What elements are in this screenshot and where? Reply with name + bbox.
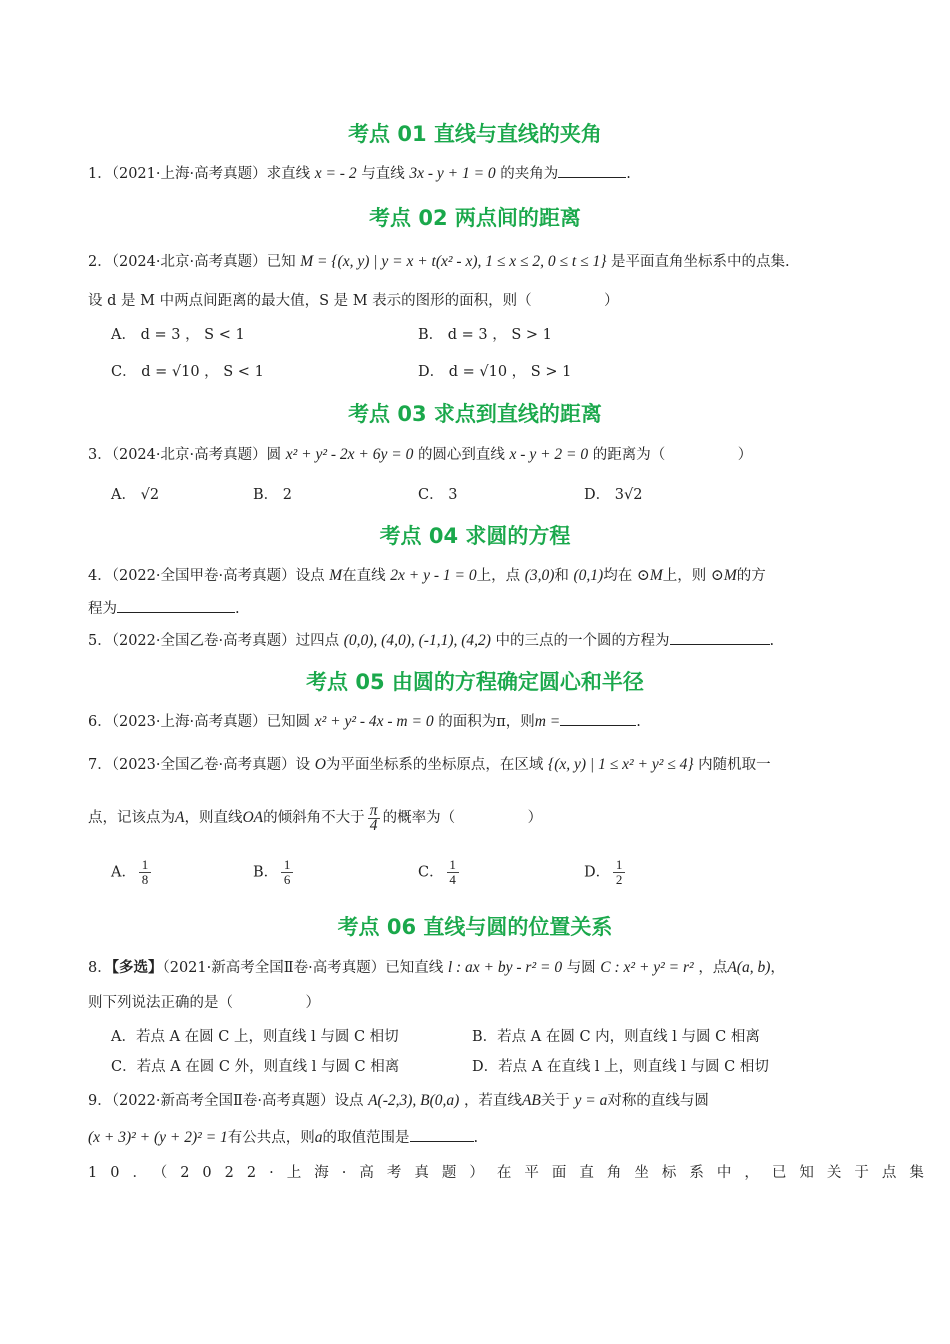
question-1: 1．（2021·上海·高考真题）求直线 x = - 2 与直线 3x - y + 1 = 0 的夹角为 . xyxy=(88,165,631,182)
math-expr: 3x - y + 1 = 0 xyxy=(409,165,496,182)
option-d[interactable]: D． 3√2 xyxy=(584,487,643,503)
math-expr: l : ax + by - r² = 0 xyxy=(447,959,563,976)
question-6: 6．（2023·上海·高考真题）已知圆 x² + y² - 4x - m = 0 的面积为π，则m = . xyxy=(88,713,641,730)
question-2: 2．（2024·北京·高考真题）已知 M = {(x, y) | y = x + t(x² - x), 1 ≤ x ≤ 2, 0 ≤ t ≤ 1} 是平面直角坐标系中的点集. xyxy=(88,253,790,270)
option-a[interactable]: A． $\frac{1}{8}$ xyxy=(111,858,154,887)
option-d[interactable]: D．若点 A 在直线 l 上，则直线 l 与圆 C 相切 xyxy=(472,1059,769,1075)
section-title-05: 考点 05 由圆的方程确定圆心和半径 xyxy=(306,670,644,694)
section-title-02: 考点 02 两点间的距离 xyxy=(369,206,581,230)
answer-blank[interactable] xyxy=(117,598,235,613)
math-expr: x² + y² - 4x - m = 0 xyxy=(314,713,434,730)
fraction: $\frac{\pi}{4}$ xyxy=(368,804,380,833)
question-4: 4．（2022·全国甲卷·高考真题）设点 M在直线 2x + y - 1 = 0上，点 (3,0)和 (0,1)均在 ⊙M上，则 ⊙M的方 xyxy=(88,567,766,584)
option-c[interactable]: C． 3 xyxy=(418,487,458,503)
answer-blank[interactable] xyxy=(410,1127,474,1142)
answer-blank[interactable] xyxy=(670,630,770,645)
math-expr: x = - 2 xyxy=(314,165,357,182)
option-c[interactable]: C． d = √10 ， S < 1 xyxy=(111,364,264,380)
section-title-03: 考点 03 求点到直线的距离 xyxy=(348,402,602,426)
section-title-04: 考点 04 求圆的方程 xyxy=(379,524,571,548)
math-expr: {(x, y) | 1 ≤ x² + y² ≤ 4} xyxy=(548,756,694,773)
math-expr: (x + 3)² + (y + 2)² = 1 xyxy=(88,1129,228,1146)
option-b[interactable]: B． d = 3 ， S > 1 xyxy=(418,327,552,343)
option-b[interactable]: B． 2 xyxy=(253,487,292,503)
math-expr: x - y + 2 = 0 xyxy=(509,446,589,463)
question-5: 5．（2022·全国乙卷·高考真题）过四点 (0,0), (4,0), (-1,1), (4,2) 中的三点的一个圆的方程为 . xyxy=(88,632,775,649)
math-expr: C : x² + y² = r² xyxy=(600,959,694,976)
math-expr: (0,0), (4,0), (-1,1), (4,2) xyxy=(343,632,491,649)
question-8-line-2: 则下列说法正确的是（ ） xyxy=(88,995,320,1011)
option-b[interactable]: B． $\frac{1}{6}$ xyxy=(253,858,296,887)
option-a[interactable]: A．若点 A 在圆 C 上，则直线 l 与圆 C 相切 xyxy=(111,1029,399,1045)
option-c[interactable]: C． $\frac{1}{4}$ xyxy=(418,858,462,887)
answer-blank[interactable] xyxy=(558,163,626,178)
section-title-01: 考点 01 直线与直线的夹角 xyxy=(348,122,602,146)
math-expr: A(-2,3), B(0,a) xyxy=(368,1092,460,1109)
question-7-line-2: 点，记该点为A，则直线OA的倾斜角不大于 $\frac{\pi}{4}$ 的概率为（ ） xyxy=(88,801,543,834)
question-4-line-2: 程为 . xyxy=(88,598,240,620)
option-d[interactable]: D． d = √10 ， S > 1 xyxy=(418,364,572,380)
option-c[interactable]: C．若点 A 在圆 C 外，则直线 l 与圆 C 相离 xyxy=(111,1059,400,1075)
question-7: 7．（2023·全国乙卷·高考真题）设 O为平面坐标系的坐标原点，在区域 {(x, y) | 1 ≤ x² + y² ≤ 4} 内随机取一 xyxy=(88,756,771,773)
math-expr: M = {(x, y) | y = x + t(x² - x), 1 ≤ x ≤ 2, 0 ≤ t ≤ 1} xyxy=(300,253,607,270)
question-8: 8．【多选】（2021·新高考全国Ⅱ卷·高考真题）已知直线 l : ax + by - r² = 0 与圆 C : x² + y² = r² ，点A(a, b)， xyxy=(88,959,785,976)
section-title-06: 考点 06 直线与圆的位置关系 xyxy=(337,915,613,939)
option-d[interactable]: D． $\frac{1}{2}$ xyxy=(584,858,628,887)
option-b[interactable]: B．若点 A 在圆 C 内，则直线 l 与圆 C 相离 xyxy=(472,1029,760,1045)
math-expr: x² + y² - 2x + 6y = 0 xyxy=(285,446,414,463)
option-a[interactable]: A． √2 xyxy=(111,487,160,503)
question-2-line-2: 设 d 是 M 中两点间距离的最大值，S 是 M 表示的图形的面积，则（ ） xyxy=(88,293,619,309)
question-9-line-2: (x + 3)² + (y + 2)² = 1有公共点，则a的取值范围是 . xyxy=(88,1129,479,1146)
question-9: 9．（2022·新高考全国Ⅱ卷·高考真题）设点 A(-2,3), B(0,a) ，若直线AB关于 y = a对称的直线与圆 xyxy=(88,1092,709,1109)
question-10: 10．（2022·上海·高考真题）在平面直角坐标系中，已知关于点集 xyxy=(88,1165,937,1181)
question-3: 3．（2024·北京·高考真题）圆 x² + y² - 2x + 6y = 0 的圆心到直线 x - y + 2 = 0 的距离为（ ） xyxy=(88,446,753,463)
option-a[interactable]: A． d = 3 ， S < 1 xyxy=(111,327,245,343)
answer-blank[interactable] xyxy=(560,711,636,726)
